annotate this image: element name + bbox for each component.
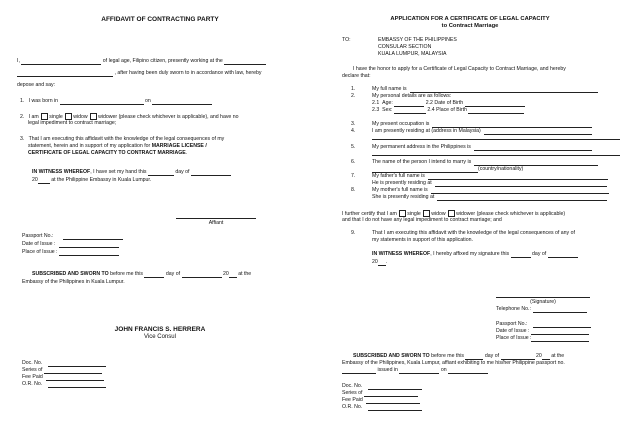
officer-name: JOHN FRANCIS S. HERRERA bbox=[114, 326, 206, 333]
sub-year-blank[interactable] bbox=[229, 271, 237, 278]
intro-line-3: depose and say: bbox=[17, 82, 56, 88]
item-3-line-1: 3. That I am executing this affidavit with the knowledge of the legal consequences of my bbox=[20, 136, 225, 142]
subscribed-line-1: SUBSCRIBED AND SWORN TO before me this day of 20 at the bbox=[32, 271, 252, 277]
item-mother-residing: She is presently residing at bbox=[372, 194, 607, 201]
to-line-2: CONSULAR SECTION bbox=[378, 44, 432, 50]
further-certify: I further certify that I am single widow widower (please check whichever is applicable) bbox=[342, 210, 566, 217]
witness-month-blank[interactable] bbox=[191, 169, 231, 176]
officer-title: Vice Consul bbox=[144, 334, 176, 340]
single-checkbox[interactable] bbox=[399, 210, 406, 217]
item-9-line-1: That I am executing this affidavit with the knowledge of the legal consequences of any of bbox=[372, 230, 575, 236]
fee-blank[interactable] bbox=[366, 397, 420, 404]
doc-no: Doc. No. bbox=[342, 383, 422, 390]
sex-blank[interactable] bbox=[394, 107, 426, 114]
passport-no: Passport No.: bbox=[496, 321, 591, 328]
pob-blank[interactable] bbox=[468, 107, 524, 114]
occupation-blank[interactable] bbox=[432, 121, 592, 128]
passport-blank[interactable] bbox=[63, 233, 123, 240]
witness-day-blank[interactable] bbox=[148, 169, 174, 176]
item-9-line-2: my statements in support of this application. bbox=[372, 237, 473, 243]
signature-label: (Signature) bbox=[530, 299, 556, 305]
age-blank[interactable] bbox=[394, 100, 424, 107]
dob-blank[interactable] bbox=[465, 100, 525, 107]
father-name-blank[interactable] bbox=[428, 173, 608, 180]
widow-checkbox[interactable] bbox=[65, 113, 72, 120]
item-mother: My mother's full name is bbox=[372, 187, 609, 194]
affiant-label: Affiant bbox=[208, 220, 224, 226]
date-of-issue: Date of Issue : bbox=[496, 328, 589, 335]
series-blank[interactable] bbox=[44, 367, 102, 374]
item-age-dob: 2.1 Age: 2.2 Date of Birth bbox=[372, 100, 525, 107]
intro-line-2: declare that: bbox=[342, 73, 371, 79]
intro-line-1: I have the honor to apply for a Certificate of Legal Capacity to Contract Marriage, and hereby bbox=[353, 66, 566, 72]
birthdate-blank[interactable] bbox=[152, 98, 212, 105]
widower-checkbox[interactable] bbox=[90, 113, 97, 120]
item-4-num: 4. bbox=[351, 128, 356, 134]
application-title: APPLICATION FOR A CERTIFICATE OF LEGAL CAPACITY bbox=[390, 16, 550, 22]
series-of: Series of bbox=[342, 390, 418, 397]
item-sex-pob: 2.3 Sex: 2.4 Place of Birth bbox=[372, 107, 524, 114]
item-9-num: 9. bbox=[351, 230, 356, 236]
item-father-residing: He is presently residing at bbox=[372, 180, 607, 187]
place-of-issue: Place of Issue : bbox=[22, 249, 119, 256]
place-issue-blank[interactable] bbox=[59, 249, 119, 256]
item-1-num: 1. bbox=[351, 86, 356, 92]
mother-name-blank[interactable] bbox=[431, 187, 609, 194]
intended-name-blank[interactable] bbox=[474, 159, 598, 166]
workplace-blank[interactable] bbox=[224, 58, 266, 65]
to-label: TO: bbox=[342, 37, 351, 43]
to-line-3: KUALA LUMPUR, MALAYSIA bbox=[378, 51, 447, 57]
fee-paid: Fee Paid bbox=[22, 374, 104, 381]
sub-month-blank[interactable] bbox=[182, 271, 222, 278]
telephone-no: Telephone No.: bbox=[496, 306, 587, 313]
item-intended: The name of the person I intend to marry is bbox=[372, 159, 598, 166]
item-full-name: My full name is bbox=[372, 86, 598, 93]
fee-blank[interactable] bbox=[46, 374, 104, 381]
item-6-num: 6. bbox=[351, 159, 356, 165]
item-2-num: 2. bbox=[351, 93, 356, 99]
subscribed-line-3: issued in on bbox=[342, 367, 488, 374]
witness-day-blank[interactable] bbox=[511, 251, 531, 258]
item-8-num: 8. bbox=[351, 187, 356, 193]
item-3-num: 3. bbox=[351, 121, 356, 127]
item-permanent-address: My permanent address in the Philippines is bbox=[372, 144, 592, 151]
doc-no-blank[interactable] bbox=[368, 383, 422, 390]
or-no: O.R. No. bbox=[22, 381, 106, 388]
widower-checkbox[interactable] bbox=[448, 210, 455, 217]
witness-year-blank[interactable] bbox=[38, 177, 50, 184]
application-subtitle: to Contract Marriage bbox=[441, 23, 499, 29]
item-3-line-3: CERTIFICATE OF LEGAL CAPACITY TO CONTRACT MARRIAGE. bbox=[28, 150, 188, 156]
to-line-1: EMBASSY OF THE PHILIPPINES bbox=[378, 37, 457, 43]
permanent-address-blank-2[interactable] bbox=[372, 155, 620, 156]
workplace-blank-2[interactable] bbox=[17, 70, 113, 77]
affidavit-title: AFFIDAVIT OF CONTRACTING PARTY bbox=[101, 16, 219, 23]
mother-residing-blank[interactable] bbox=[437, 194, 607, 201]
sub-year-blank[interactable] bbox=[542, 353, 550, 360]
doc-no-blank[interactable] bbox=[48, 360, 106, 367]
item-nationality: (country/nationality) bbox=[372, 166, 523, 173]
birthplace-blank[interactable] bbox=[60, 98, 144, 105]
subscribed-line-2: Embassy of the Philippines, Kuala Lumpur, affiant exhibiting to me his/her Philippine passport no. bbox=[342, 360, 565, 366]
permanent-address-blank[interactable] bbox=[474, 144, 592, 151]
sub-day-blank[interactable] bbox=[465, 353, 483, 360]
or-no-blank[interactable] bbox=[48, 381, 106, 388]
sub-month-blank[interactable] bbox=[501, 353, 535, 360]
item-3-line-2: statement, herein and in support of my application for MARRIAGE LICENSE / bbox=[28, 143, 207, 149]
item-2-line-2: legal impediment to contract marriage; bbox=[28, 120, 117, 126]
subscribed-line-2: Embassy of the Philippines in Kuala Lumpur. bbox=[22, 279, 125, 285]
date-issue-blank[interactable] bbox=[531, 328, 589, 335]
passport-no: Passport No.: bbox=[22, 233, 123, 240]
place-issue-blank[interactable] bbox=[531, 335, 589, 342]
residing-blank[interactable] bbox=[484, 128, 592, 135]
fee-paid: Fee Paid bbox=[342, 397, 420, 404]
item-father: My father's full name is bbox=[372, 173, 608, 180]
witness-line-1: IN WITNESS WHEREOF, I hereby affixed my signature this day of bbox=[372, 251, 578, 258]
witness-line-2: 20 at the Philippine Embassy in Kuala Lumpur. bbox=[32, 177, 152, 183]
single-checkbox[interactable] bbox=[41, 113, 48, 120]
passport-blank[interactable] bbox=[533, 321, 591, 328]
series-blank[interactable] bbox=[364, 390, 418, 397]
doc-no: Doc. No. bbox=[22, 360, 106, 367]
father-residing-blank[interactable] bbox=[435, 180, 607, 187]
series-of: Series of bbox=[22, 367, 102, 374]
place-of-issue: Place of Issue : bbox=[496, 335, 589, 342]
full-name-blank[interactable] bbox=[410, 86, 598, 93]
or-no: O.R. No. bbox=[342, 404, 422, 411]
name-blank[interactable] bbox=[21, 58, 101, 65]
witness-line-1: IN WITNESS WHEREOF, I have set my hand this day of bbox=[32, 169, 231, 176]
further-line-2: and that I do not have any legal impediment to contract marriage; and bbox=[342, 217, 502, 223]
intro-line-2: , after having been duly sworn to in accordance with law, hereby bbox=[17, 70, 262, 77]
item-7-num: 7. bbox=[351, 173, 356, 179]
item-1: 1. I was born in on bbox=[20, 98, 212, 105]
item-residing: I am presently residing at (address in Malaysia) bbox=[372, 128, 592, 135]
issued-in-blank[interactable] bbox=[399, 367, 439, 374]
item-occupation: My present occupation is bbox=[372, 121, 592, 128]
application-page bbox=[320, 0, 640, 428]
passport-number-blank[interactable] bbox=[342, 367, 376, 374]
affiant-signature-line[interactable] bbox=[176, 218, 256, 219]
witness-year-blank[interactable] bbox=[378, 259, 386, 266]
date-issue-blank[interactable] bbox=[59, 241, 119, 248]
telephone-blank[interactable] bbox=[533, 306, 587, 313]
subscribed-line-1: SUBSCRIBED AND SWORN TO before me this day of 20 at the bbox=[353, 353, 565, 359]
item-5-num: 5. bbox=[351, 144, 356, 150]
witness-month-blank[interactable] bbox=[548, 251, 578, 258]
signature-line[interactable] bbox=[496, 297, 590, 298]
residing-blank-2[interactable] bbox=[372, 139, 620, 140]
item-personal-details: My personal details are as follows: bbox=[372, 93, 452, 99]
witness-line-2: 20 . bbox=[372, 259, 388, 265]
sub-day-blank[interactable] bbox=[144, 271, 164, 278]
widow-checkbox[interactable] bbox=[423, 210, 430, 217]
issued-on-blank[interactable] bbox=[448, 367, 488, 374]
intro-line-1: I, of legal age, Filipino citizen, presently working at the bbox=[17, 58, 266, 65]
item-2: 2. I am single widow widower (please check whichever is applicable), and have no bbox=[20, 113, 239, 120]
or-no-blank[interactable] bbox=[368, 404, 422, 411]
nationality-blank[interactable] bbox=[372, 166, 478, 173]
date-of-issue: Date of Issue : bbox=[22, 241, 119, 248]
